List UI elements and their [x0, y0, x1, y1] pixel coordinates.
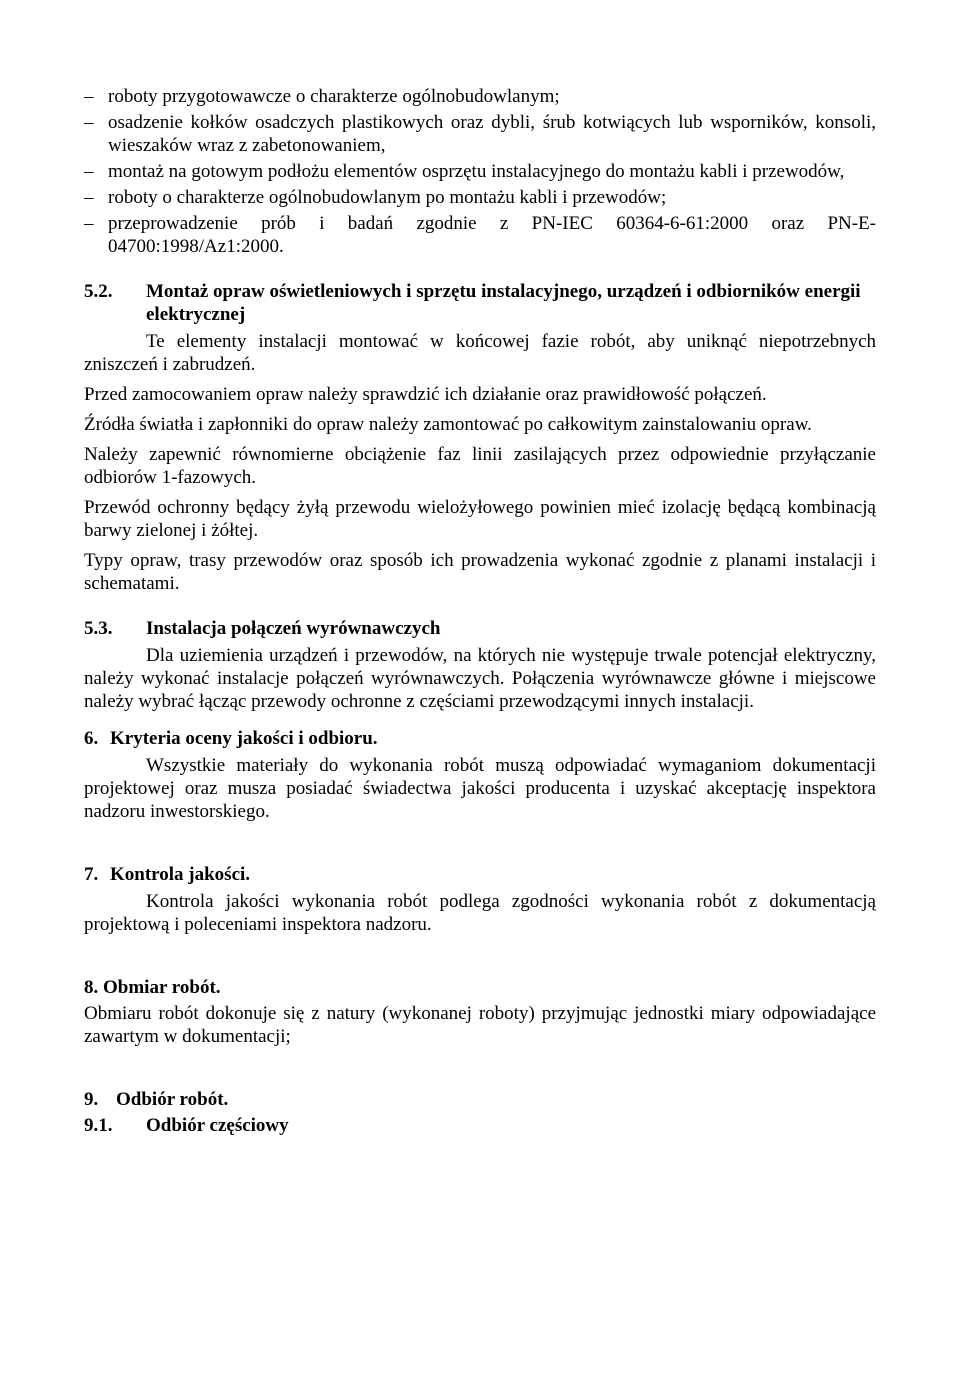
section-number: 9.1.	[84, 1115, 113, 1136]
list-item: – roboty przygotowawcze o charakterze ogólnobudowlanym;	[84, 86, 560, 107]
paragraph: Dla uziemienia urządzeń i przewodów, na których nie występuje trwale potencjał elektryczny, należy wykonać instalacje połączeń wyrównawczych. Połączenia wyrównawcze główne i miejscowe należy wybrać łącząc przewody ochronne z częściami przewodzącymi innych instalacji.	[84, 645, 876, 712]
section-heading	[84, 976, 876, 999]
list-item: – roboty o charakterze ogólnobudowlanym po montażu kabli i przewodów;	[84, 187, 667, 208]
document-content	[84, 85, 876, 1140]
section-number: 5.3.	[84, 618, 113, 639]
paragraph: Przed zamocowaniem opraw należy sprawdzić ich działanie oraz prawidłowość połączeń.	[84, 384, 767, 405]
section-5-3	[84, 617, 876, 713]
section-8	[84, 976, 876, 1048]
section-title: Montaż opraw oświetleniowych i sprzętu instalacyjnego, urządzeń i odbiorników energii elektrycznej	[146, 281, 861, 325]
paragraph: Obmiaru robót dokonuje się z natury (wykonanej roboty) przyjmując jednostki miary odpowiadające zawartym w dokumentacji;	[84, 1003, 876, 1047]
section-title: Odbiór robót.	[116, 1089, 229, 1110]
dash-bullet: –	[84, 213, 94, 234]
section-number: 6.	[84, 728, 99, 749]
list-item: – montaż na gotowym podłożu elementów osprzętu instalacyjnego do montażu kabli i przewodów,	[84, 161, 845, 182]
section-title: Instalacja połączeń wyrównawczych	[146, 618, 441, 639]
section-title: Kryteria oceny jakości i odbioru.	[110, 728, 378, 749]
dash-bullet: –	[84, 112, 94, 133]
paragraph: Należy zapewnić równomierne obciążenie faz linii zasilających przez odpowiednie przyłączanie odbiorów 1-fazowych.	[84, 444, 876, 488]
section-heading	[84, 617, 876, 640]
section-title: Kontrola jakości.	[110, 864, 251, 885]
dash-bullet: –	[84, 86, 94, 107]
paragraph: Źródła światła i zapłonniki do opraw należy zamontować po całkowitym zainstalowaniu opraw.	[84, 414, 812, 435]
list-item: – osadzenie kołków osadczych plastikowych oraz dybli, śrub kotwiących lub wsporników, konsoli, wieszaków wraz z zabetonowaniem,	[84, 112, 876, 156]
dash-bullet: –	[84, 161, 94, 182]
section-6	[84, 727, 876, 823]
paragraph: Typy opraw, trasy przewodów oraz sposób ich prowadzenia wykonać zgodnie z planami instalacji i schematami.	[84, 550, 876, 594]
section-9	[84, 1088, 876, 1137]
list-item: – przeprowadzenie prób i badań zgodnie z PN-IEC 60364-6-61:2000 oraz PN-E-04700:1998/Az1:2000.	[84, 213, 876, 257]
dash-bullet: –	[84, 187, 94, 208]
section-title: 8. Obmiar robót.	[84, 977, 221, 998]
section-title: Odbiór częściowy	[146, 1115, 289, 1136]
section-heading	[84, 1088, 876, 1111]
works-list	[84, 85, 876, 258]
paragraph: Kontrola jakości wykonania robót podlega zgodności wykonania robót z dokumentacją projektową i poleceniami inspektora nadzoru.	[84, 891, 876, 935]
section-number: 9.	[84, 1089, 99, 1110]
subsection-heading	[84, 1114, 876, 1137]
paragraph: Przewód ochronny będący żyłą przewodu wielożyłowego powinien mieć izolację będącą kombinacją barwy zielonej i żółtej.	[84, 497, 876, 541]
section-heading	[84, 280, 876, 326]
paragraph: Te elementy instalacji montować w końcowej fazie robót, aby uniknąć niepotrzebnych zniszczeń i zabrudzeń.	[84, 331, 876, 375]
paragraph: Wszystkie materiały do wykonania robót muszą odpowiadać wymaganiom dokumentacji projektowej oraz musza posiadać świadectwa jakości producenta i uzyskać akceptację inspektora nadzoru inwestorskiego.	[84, 755, 876, 822]
section-5-2	[84, 280, 876, 595]
section-heading	[84, 863, 876, 886]
section-number: 5.2.	[84, 281, 113, 302]
section-heading	[84, 727, 876, 750]
section-number: 7.	[84, 864, 99, 885]
section-7	[84, 863, 876, 936]
